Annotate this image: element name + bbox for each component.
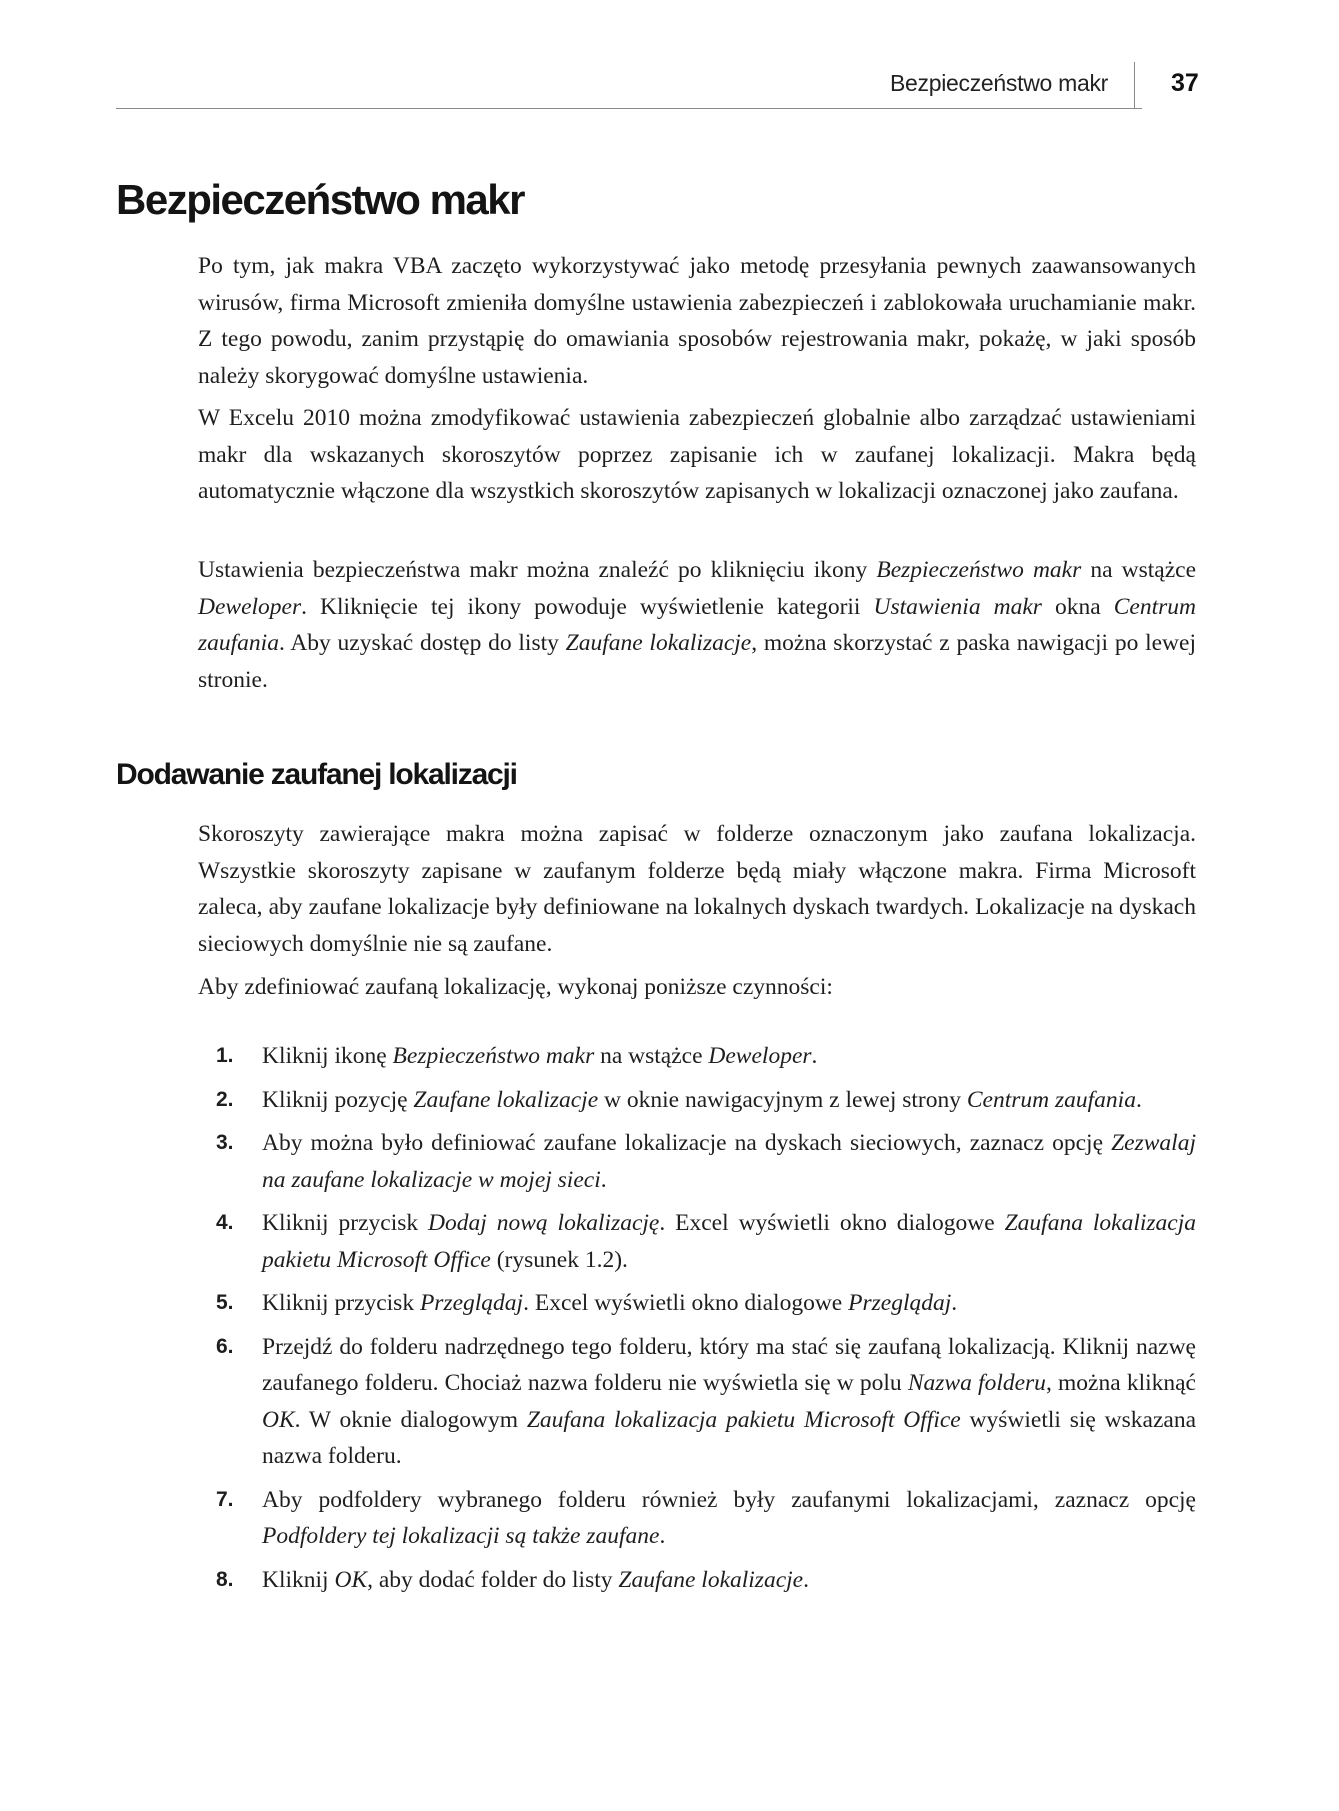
section-paragraph (198, 552, 1196, 698)
text-run: Po tym, jak makra VBA zaczęto wykorzystywać jako metodę przesyłania pewnych zaawansowanych wirusów, firma Microsoft zmieniła domyślne ustawienia zabezpieczeń i zablokowała uruchamianie makr. Z tego powodu, zanim przystąpię do omawiania sposobów rejestrowania makr, pokażę, w jaki sposób należy skorygować domyślne ustawienia. (198, 253, 1196, 389)
list-item (198, 1125, 1196, 1198)
italic-term: Nazwa folderu (907, 1370, 1046, 1396)
text-run: Kliknij przycisk (262, 1290, 420, 1316)
italic-term: Zaufana lokalizacja pakietu Microsoft Office (262, 1210, 1196, 1273)
italic-term: OK (262, 1406, 295, 1433)
text-run: na wstążce (594, 1043, 709, 1069)
step-number: 3. (216, 1131, 234, 1154)
step-text (262, 1562, 1196, 1599)
italic-term: Zezwalaj na zaufane lokalizacje w mojej sieci (262, 1130, 1196, 1193)
italic-term: Zaufane lokalizacje (413, 1086, 599, 1113)
step-text (262, 1125, 1196, 1198)
italic-term: Bezpieczeństwo makr (392, 1043, 595, 1069)
section-paragraph (198, 248, 1196, 394)
list-item (198, 1285, 1196, 1322)
section-title: Bezpieczeństwo makr (116, 176, 524, 223)
text-run: okna (1041, 593, 1114, 620)
step-text (262, 1082, 1196, 1119)
list-item (198, 1562, 1196, 1599)
steps-list (198, 1038, 1196, 1605)
subsection-paragraph (198, 816, 1196, 962)
step-text (262, 1285, 1196, 1322)
text-run: wyświetli się wskazana nazwa folderu. (262, 1406, 1197, 1469)
text-run: Kliknij przycisk (262, 1210, 429, 1236)
list-item (198, 1482, 1196, 1555)
text-run: W Excelu 2010 można zmodyfikować ustawienia zabezpieczeń globalnie albo zarządzać ustawieniami makr dla wskazanych skoroszytów poprzez zapisanie ich w zaufanej lokalizacji. Makra będą automatycznie włączone dla wszystkich skoroszytów zapisanych w lokalizacji oznaczonej jako zaufana. (198, 405, 1196, 504)
page-number: 37 (1171, 69, 1199, 97)
italic-term: Zaufana lokalizacja pakietu Microsoft Office (526, 1406, 961, 1433)
step-number: 2. (216, 1087, 234, 1111)
step-text (262, 1205, 1196, 1278)
text-run: . (811, 1043, 818, 1069)
text-run: . (659, 1523, 666, 1549)
step-number: 8. (216, 1567, 234, 1591)
text-run: w oknie nawigacyjnym z lewej strony (598, 1086, 967, 1113)
text-run: Kliknij ikonę (262, 1043, 393, 1069)
italic-term: Deweloper (198, 593, 302, 620)
italic-term: Ustawienia makr (873, 593, 1042, 620)
step-text (262, 1482, 1196, 1555)
text-run: . (951, 1290, 958, 1316)
text-run: (rysunek 1.2). (490, 1246, 628, 1273)
step-number: 5. (216, 1291, 234, 1314)
text-run: na wstążce (1081, 557, 1197, 583)
step-number: 1. (216, 1044, 234, 1067)
text-run: Aby zdefiniować zaufaną lokalizację, wykonaj poniższe czynności: (198, 974, 833, 1000)
subsection-paragraph (198, 969, 1196, 1006)
text-run: . (1135, 1086, 1142, 1113)
step-text (262, 1329, 1196, 1475)
text-run: Aby można było definiować zaufane lokalizacje na dyskach sieciowych, zaznacz opcję (262, 1130, 1112, 1156)
step-number: 7. (216, 1487, 234, 1511)
italic-term: Bezpieczeństwo makr (876, 557, 1082, 583)
italic-term: Przeglądaj (419, 1290, 524, 1316)
list-item (198, 1082, 1196, 1119)
step-number: 4. (216, 1211, 234, 1234)
text-run: Ustawienia bezpieczeństwa makr można znaleźć po kliknięciu ikony (198, 557, 877, 583)
list-item (198, 1038, 1196, 1075)
text-run: Aby podfoldery wybranego folderu również były zaufanymi lokalizacjami, zaznacz opcję (262, 1486, 1196, 1513)
italic-term: Centrum zaufania (966, 1086, 1136, 1113)
text-run: . Aby uzyskać dostęp do listy (278, 630, 566, 656)
text-run: Skoroszyty zawierające makra można zapisać w folderze oznaczonym jako zaufana lokalizacja. Wszystkie skoroszyty zapisane w zaufanym folderze będą miały włączone makra. Firma Microsoft zaleca, aby zaufane lokalizacje były definiowane na lokalnych dyskach twardych. Lokalizacje na dyskach sieciowych domyślnie nie są zaufane. (198, 821, 1196, 957)
italic-term: Dodaj nową lokalizację (428, 1210, 660, 1236)
subsection-title: Dodawanie zaufanej lokalizacji (116, 758, 517, 791)
text-run: , można skorzystać z paska nawigacji po lewej stronie. (198, 630, 1196, 693)
text-run: . W oknie dialogowym (294, 1406, 527, 1433)
text-run: . Kliknięcie tej ikony powoduje wyświetlenie kategorii (301, 593, 874, 620)
text-run: . (600, 1166, 607, 1193)
text-run: , można kliknąć (1045, 1370, 1196, 1396)
step-text (262, 1038, 1196, 1075)
text-run: Przejdź do folderu nadrzędnego tego folderu, który ma stać się zaufaną lokalizacją. Kliknij nazwę zaufanego folderu. Chociaż nazwa folderu nie wyświetla się w polu (262, 1333, 1196, 1396)
italic-term: Zaufane lokalizacje (618, 1566, 804, 1593)
italic-term: Centrum zaufania (198, 593, 1196, 656)
text-run: . Excel wyświetli okno dialogowe (523, 1290, 849, 1316)
text-run: . Excel wyświetli okno dialogowe (659, 1210, 1005, 1236)
list-item (198, 1205, 1196, 1278)
italic-term: Zaufane lokalizacje (565, 630, 752, 656)
text-run: Kliknij (262, 1566, 335, 1593)
section-paragraph (198, 400, 1196, 510)
italic-term: Deweloper (708, 1043, 812, 1069)
italic-term: OK (334, 1566, 368, 1593)
step-number: 6. (216, 1334, 234, 1358)
list-item (198, 1329, 1196, 1475)
text-run: Kliknij pozycję (262, 1086, 414, 1113)
italic-term: Przeglądaj (848, 1290, 952, 1316)
text-run: . (803, 1566, 809, 1593)
running-header (116, 62, 1142, 109)
running-title: Bezpieczeństwo makr (890, 70, 1108, 96)
italic-term: Podfoldery tej lokalizacji są także zaufane (262, 1523, 660, 1549)
header-vertical-rule (1134, 62, 1135, 108)
text-run: , aby dodać folder do listy (367, 1566, 619, 1593)
